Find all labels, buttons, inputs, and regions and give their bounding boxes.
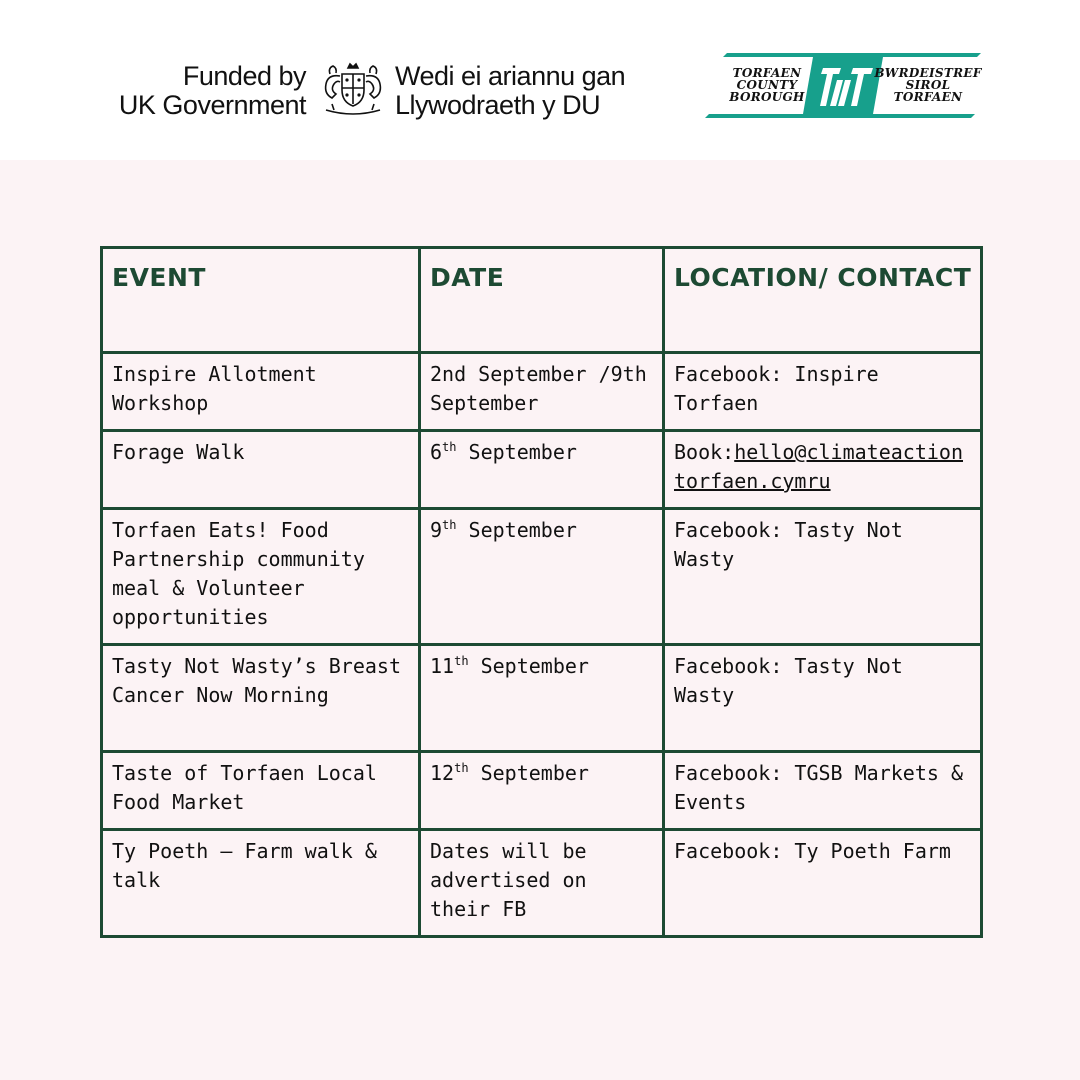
welsh-line-2: Llywodraeth y DU	[395, 90, 601, 120]
event-cell: Forage Walk	[102, 431, 420, 509]
table-row	[102, 645, 982, 752]
date-cell: 11th September	[420, 645, 664, 752]
location-cell: Facebook: Ty Poeth Farm	[664, 830, 982, 937]
date-cell: 12th September	[420, 752, 664, 830]
table-row	[102, 752, 982, 830]
council-name-welsh: BWRDEISTREF SIROL TORFAEN	[874, 66, 982, 104]
date-cell: 6th September	[420, 431, 664, 509]
table-row	[102, 830, 982, 937]
date-cell: 9th September	[420, 509, 664, 645]
column-header-event: EVENT	[102, 248, 420, 353]
location-cell	[664, 431, 982, 509]
welsh-funding-text	[395, 62, 685, 120]
date-cell: 2nd September /9th September	[420, 353, 664, 431]
event-cell: Torfaen Eats! Food Partnership community meal & Volunteer opportunities	[102, 509, 420, 645]
council-name-english: TORFAEN COUNTY BOROUGH	[729, 66, 805, 104]
table-header-row	[102, 248, 982, 353]
date-cell: Dates will be advertised on their FB	[420, 830, 664, 937]
event-cell: Inspire Allotment Workshop	[102, 353, 420, 431]
booking-email-link[interactable]: hello@climateactiontorfaen.cymru	[674, 440, 963, 493]
funded-line-1: Funded by	[182, 61, 306, 91]
location-cell: Facebook: TGSB Markets & Events	[664, 752, 982, 830]
funded-line-2: UK Government	[118, 90, 306, 120]
location-cell: Facebook: Inspire Torfaen	[664, 353, 982, 431]
header-banner	[0, 0, 1080, 160]
table-row	[102, 431, 982, 509]
column-header-date: DATE	[420, 248, 664, 353]
royal-coat-of-arms-icon	[320, 60, 386, 118]
column-header-location: LOCATION/ CONTACT	[664, 248, 982, 353]
funded-by-text	[96, 62, 306, 120]
welsh-line-1: Wedi ei ariannu gan	[395, 61, 626, 91]
table-row	[102, 509, 982, 645]
events-table	[100, 246, 983, 938]
event-cell: Taste of Torfaen Local Food Market	[102, 752, 420, 830]
location-cell: Facebook: Tasty Not Wasty	[664, 645, 982, 752]
booking-label: Book:	[674, 440, 735, 464]
table-row	[102, 353, 982, 431]
event-cell: Tasty Not Wasty’s Breast Cancer Now Morning	[102, 645, 420, 752]
location-cell: Facebook: Tasty Not Wasty	[664, 509, 982, 645]
event-cell: Ty Poeth – Farm walk & talk	[102, 830, 420, 937]
